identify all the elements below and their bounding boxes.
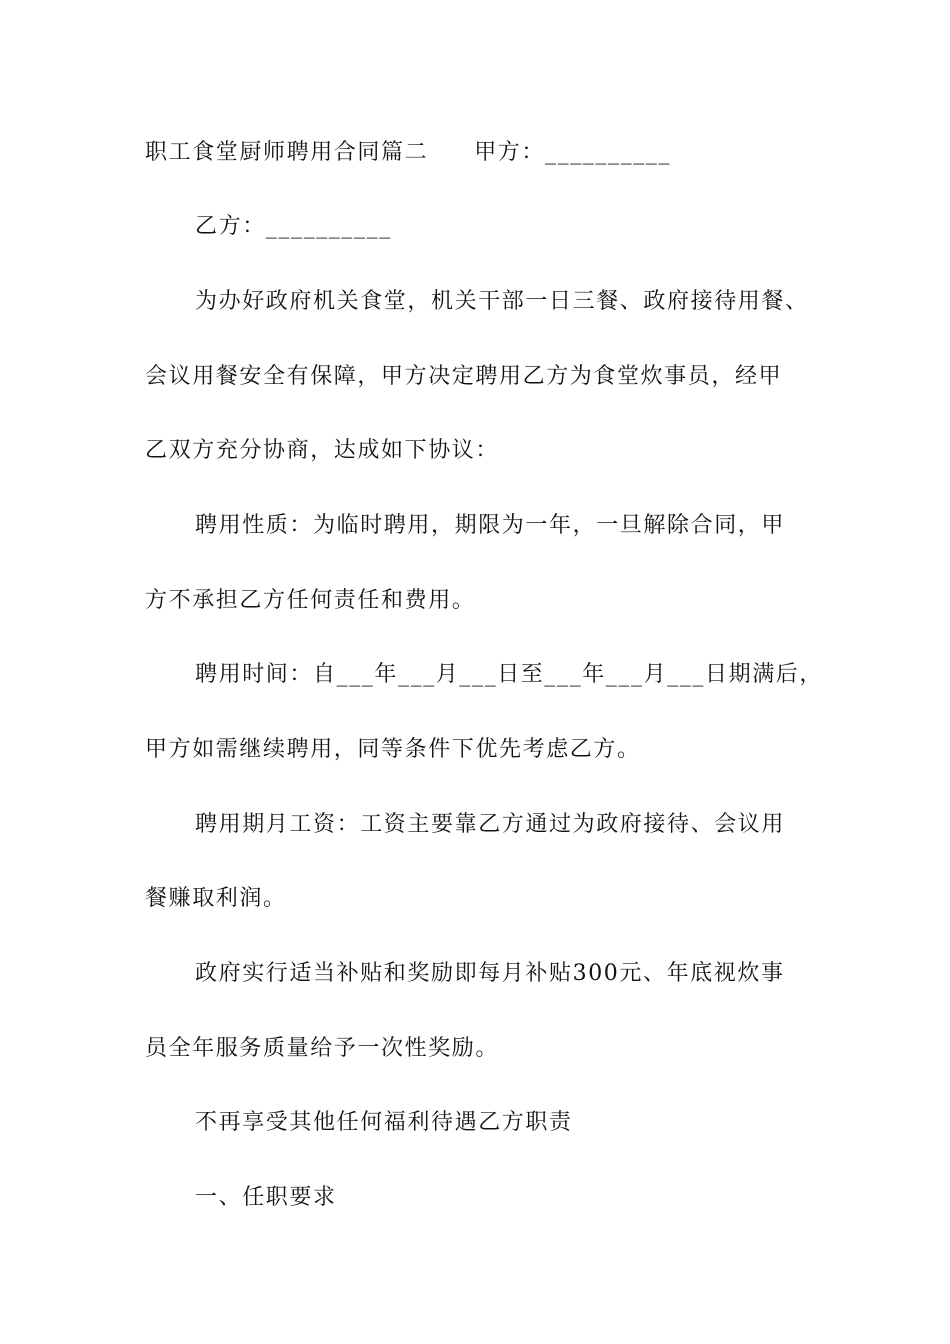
- section-heading: 一、任职要求: [195, 1185, 337, 1210]
- paragraph-line: 员全年服务质量给予一次性奖励。: [145, 1036, 500, 1061]
- paragraph-line: 方不承担乙方任何责任和费用。: [145, 588, 476, 613]
- paragraph-line: 餐赚取利润。: [145, 886, 287, 911]
- paragraph-line: 聘用性质：为临时聘用，期限为一年，一旦解除合同，甲: [195, 513, 786, 538]
- paragraph-line: 乙双方充分协商，达成如下协议：: [145, 438, 500, 463]
- paragraph-line: 甲方如需继续聘用，同等条件下优先考虑乙方。: [145, 737, 641, 762]
- paragraph-line: 政府实行适当补贴和奖励即每月补贴300元、年底视炊事: [195, 961, 785, 986]
- paragraph-line: 聘用期月工资：工资主要靠乙方通过为政府接待、会议用: [195, 812, 786, 837]
- paragraph-line: 会议用餐安全有保障，甲方决定聘用乙方为食堂炊事员，经甲: [145, 364, 783, 389]
- document-title: 职工食堂厨师聘用合同篇二: [145, 140, 429, 165]
- paragraph-line: 为办好政府机关食堂，机关干部一日三餐、政府接待用餐、: [195, 289, 809, 314]
- paragraph-line: 不再享受其他任何福利待遇乙方职责: [195, 1110, 573, 1135]
- party-a-field: 甲方：__________: [474, 140, 672, 165]
- party-b-field: 乙方：__________: [195, 214, 392, 239]
- paragraph-line: 聘用时间：自___年___月___日至___年___月___日期满后，: [195, 662, 824, 687]
- title-line: [145, 138, 825, 168]
